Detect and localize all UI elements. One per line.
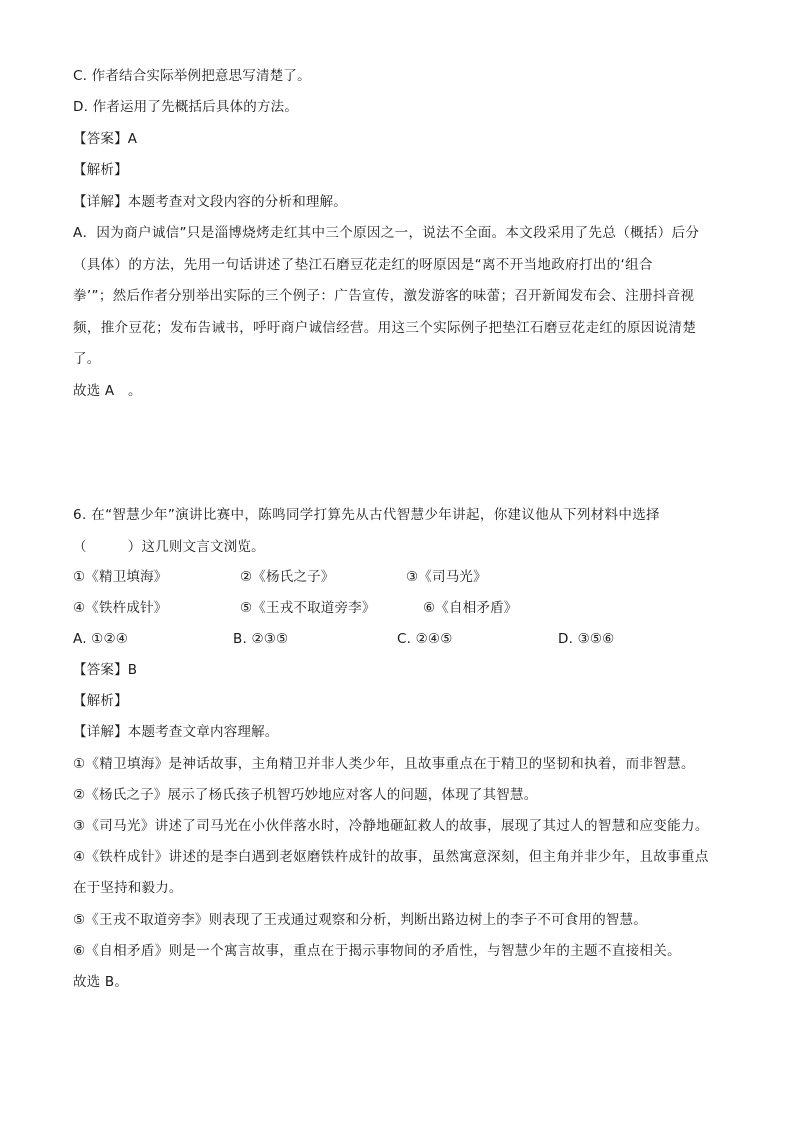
explanation-line: ①《精卫填海》是神话故事，主角精卫并非人类少年，且故事重点在于精卫的坚韧和执着，而非智慧。 — [73, 756, 695, 772]
answer-label: 【答案】A — [73, 131, 138, 147]
material-item: ①《精卫填海》 — [73, 569, 168, 585]
explanation-line: ④《铁杵成针》讲述的是李白遇到老妪磨铁杵成针的故事，虽然寓意深刻，但主角并非少年，且故事重点 — [73, 849, 709, 865]
detail-text: 【详解】本题考查文章内容理解。 — [73, 724, 279, 740]
explanation-line: ⑥《自相矛盾》则是一个寓言故事，重点在于揭示事物间的矛盾性，与智慧少年的主题不直接相关。 — [73, 943, 682, 959]
option-c: C. 作者结合实际举例把意思写清楚了。 — [73, 68, 311, 84]
choice-c: C. ②④⑤ — [397, 631, 453, 647]
explanation-line: 频，推介豆花；发布告诫书，呼吁商户诚信经营。用这三个实际例子把垫江石磨豆花走红的原因说清楚 — [73, 320, 697, 336]
explanation-line: 在于坚持和毅力。 — [73, 880, 183, 896]
explanation-line: A．因为商户诚信”只是淄博烧烤走红其中三个原因之一，说法不全面。本文段采用了先总（概括）后分 — [73, 225, 700, 241]
analysis-label: 【解析】 — [73, 162, 128, 178]
analysis-label: 【解析】 — [73, 693, 128, 709]
explanation-line: ⑤《王戎不取道旁李》则表现了王戎通过观察和分析，判断出路边树上的李子不可食用的智慧。 — [73, 912, 648, 928]
explanation-line: （具体）的方法，先用一句话讲述了垫江石磨豆花走红的呀原因是“离不开当地政府打出的‘组合 — [73, 257, 653, 273]
material-item: ⑥《自相矛盾》 — [423, 600, 518, 616]
material-item: ④《铁杵成针》 — [73, 600, 168, 616]
choice-b: B. ②③⑤ — [233, 631, 289, 647]
answer-label: 【答案】B — [73, 662, 138, 678]
option-d: D. 作者运用了先概括后具体的方法。 — [73, 99, 299, 115]
question-stem-blank: （ ）这几则文言文浏览。 — [73, 539, 265, 555]
material-item: ⑤《王戎不取道旁李》 — [240, 600, 376, 616]
material-item: ③《司马光》 — [406, 569, 487, 585]
explanation-line: 了。 — [73, 351, 101, 367]
explanation-line: ②《杨氏之子》展示了杨氏孩子机智巧妙地应对客人的问题，体现了其智慧。 — [73, 787, 538, 803]
question-stem: 6. 在“智慧少年”演讲比赛中，陈鸣同学打算先从古代智慧少年讲起，你建议他从下列材料中选择 — [73, 507, 660, 523]
choice-d: D. ③⑤⑥ — [558, 631, 615, 647]
detail-text: 【详解】本题考查对文段内容的分析和理解。 — [73, 194, 347, 210]
explanation-line: 拳’”；然后作者分别举出实际的三个例子：广告宣传，激发游客的味蕾；召开新闻发布会、注册抖音视 — [73, 288, 695, 304]
explanation-line: ③《司马光》讲述了司马光在小伙伴落水时，冷静地砸缸救人的故事，展现了其过人的智慧和应变能力。 — [73, 818, 709, 834]
conclusion-text: 故选 A 。 — [73, 383, 142, 399]
material-item: ②《杨氏之子》 — [240, 569, 335, 585]
choice-a: A. ①②④ — [73, 631, 129, 647]
conclusion-text: 故选 B。 — [73, 974, 129, 990]
